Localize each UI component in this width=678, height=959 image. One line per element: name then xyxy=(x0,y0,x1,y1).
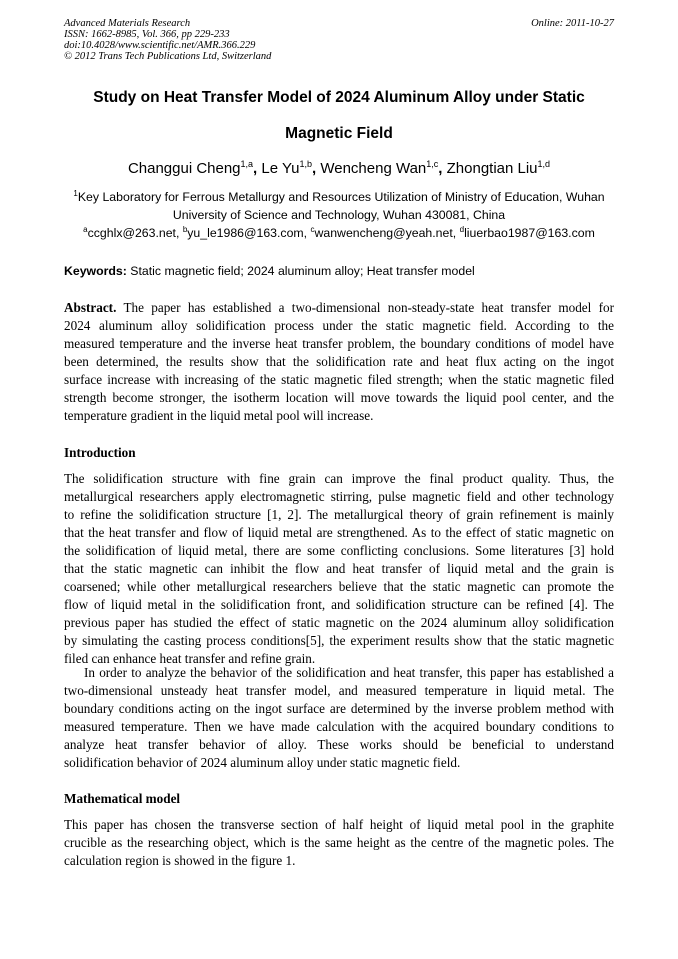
author-affiliation-mark: 1,a xyxy=(240,159,254,169)
paragraph-line: that the static magnetic can inhibit the flow and heat transfer of liquid metal and the grain is xyxy=(64,561,614,576)
paragraph-line: by simulating the casting process conditions[5], the experiment results show that the static magnetic xyxy=(64,633,614,648)
introduction-paragraph-2 xyxy=(64,664,614,772)
mathematical-model-paragraph-1 xyxy=(64,816,614,870)
abstract-label: Abstract. xyxy=(64,300,117,315)
paragraph-line: that the heat transfer and flow of liquid metal are strengthened. As to the effect of static magnetic on xyxy=(64,525,614,540)
paragraph-line: the solidification of liquid metal, there are some conflicting conclusions. Some literatures [3] hold xyxy=(64,543,614,558)
author-name: Wencheng Wan xyxy=(320,160,427,177)
abstract-line: 2024 aluminum alloy solidification process under the static magnetic field. According to the xyxy=(64,318,614,333)
online-date: Online: 2011-10-27 xyxy=(531,18,614,29)
paragraph-line: coarsened; while other metallurgical researchers believe that the static magnetic can promote the xyxy=(64,579,614,594)
email-link: yu_le1986@163.com, xyxy=(187,226,311,240)
section-heading-mathematical-model: Mathematical model xyxy=(64,791,181,806)
abstract-line: temperature gradient in the liquid metal pool will increase. xyxy=(64,408,374,423)
journal-header xyxy=(64,18,271,62)
paper-title-line-2: Magnetic Field xyxy=(285,125,393,142)
paragraph-line: This paper has chosen the transverse section of half height of liquid metal pool in the graphite xyxy=(64,817,614,832)
author-name: Changgui Cheng xyxy=(127,160,241,177)
journal-name: Advanced Materials Research xyxy=(64,18,191,29)
paragraph-line: filed can enhance heat transfer and refine grain. xyxy=(64,651,316,666)
abstract-line: Abstract. The paper has established a two-dimensional non-steady-state heat transfer model for xyxy=(64,300,614,315)
author-list: Changgui Cheng$^{1,a}$, Le Yu$^{1,b}$, Wencheng Wan$^{1,c}$, Zhongtian Liu$^{1,d}$ xyxy=(127,159,551,177)
paragraph-line: to refine the solidification structure [1, 2]. The metallurgical theory of grain refinement is mainly xyxy=(64,507,614,522)
affiliation-line-1 xyxy=(40,189,638,205)
email-link: liuerbao1987@163.com xyxy=(464,226,595,240)
affiliation-text: Key Laboratory for Ferrous Metallurgy and Resources Utilization of Ministry of Education, Wuhan xyxy=(77,190,605,204)
paragraph-line: boundary conditions acting on the ingot surface are determined by the inverse problem method with xyxy=(64,701,614,716)
paragraph-line: measured temperature. Then we have made calculation with the acquired boundary conditions to xyxy=(64,719,614,734)
email-link: wanwencheng@yeah.net, xyxy=(314,226,460,240)
paragraph-line: calculation region is showed in the figure 1. xyxy=(64,853,296,868)
paragraph-line: In order to analyze the behavior of the solidification and heat transfer, this paper has established a xyxy=(84,665,614,680)
author-affiliation-mark: 1,d xyxy=(537,159,551,169)
abstract-line: been determined, the results show that the solidification rate and heat flux acting on the ingot xyxy=(64,354,614,369)
paper-title-line-1: Study on Heat Transfer Model of 2024 Aluminum Alloy under Static xyxy=(93,89,585,106)
paragraph-line: two-dimensional unsteady heat transfer model, and measured temperature in liquid metal. The xyxy=(64,683,614,698)
author-affiliation-mark: 1,b xyxy=(299,159,313,169)
abstract-line: measured temperature and the inverse heat transfer problem, the boundary conditions of model have xyxy=(64,336,614,351)
keywords-text: Static magnetic field; 2024 aluminum alloy; Heat transfer model xyxy=(126,264,475,278)
paragraph-line: flow of liquid metal in the solidification front, and solidification structure can be refined [4]. The xyxy=(64,597,614,612)
journal-doi: doi:10.4028/www.scientific.net/AMR.366.229 xyxy=(64,40,256,51)
abstract xyxy=(64,299,614,425)
email-mark: b xyxy=(182,225,188,234)
email-mark: d xyxy=(459,225,465,234)
email-link: ccghlx@263.net, xyxy=(87,226,183,240)
author-name: Le Yu xyxy=(261,160,300,177)
section-heading-introduction: Introduction xyxy=(64,445,136,460)
introduction-paragraph-1 xyxy=(64,470,614,668)
email-mark: a xyxy=(83,225,88,234)
journal-copyright: © 2012 Trans Tech Publications Ltd, Switzerland xyxy=(64,51,272,62)
paragraph-line: previous paper has studied the effect of static magnetic on the 2024 aluminum alloy solidification xyxy=(64,615,614,630)
author-name: Zhongtian Liu xyxy=(446,160,538,177)
paragraph-line: metallurgical researchers apply electromagnetic stirring, pulse magnetic field and other technology xyxy=(64,489,614,504)
journal-issn: ISSN: 1662-8985, Vol. 366, pp 229-233 xyxy=(64,29,230,40)
abstract-line: surface increase with increasing of the static magnetic filed strength; when the static magnetic filed xyxy=(64,372,614,387)
affiliation-mark: 1 xyxy=(73,189,78,198)
author-affiliation-mark: 1,c xyxy=(426,159,439,169)
email-mark: c xyxy=(310,225,315,234)
author-emails xyxy=(40,225,638,241)
affiliation-line-2: University of Science and Technology, Wuhan 430081, China xyxy=(172,208,506,222)
paragraph-line: analyze heat transfer behavior of alloy. These works should be beneficial to understand xyxy=(64,737,614,752)
keywords xyxy=(64,263,475,279)
paragraph-line: crucible as the researching object, which is the same height as the centre of the magnetic poles. The xyxy=(64,835,614,850)
keywords-label: Keywords: xyxy=(64,264,127,278)
paragraph-line: The solidification structure with fine grain can improve the final product quality. Thus, the xyxy=(64,471,614,486)
abstract-line: strength become stronger, the isotherm location will move towards the liquid pool center, and the xyxy=(64,390,614,405)
paragraph-line: solidification behavior of 2024 aluminum alloy under static magnetic field. xyxy=(64,755,461,770)
